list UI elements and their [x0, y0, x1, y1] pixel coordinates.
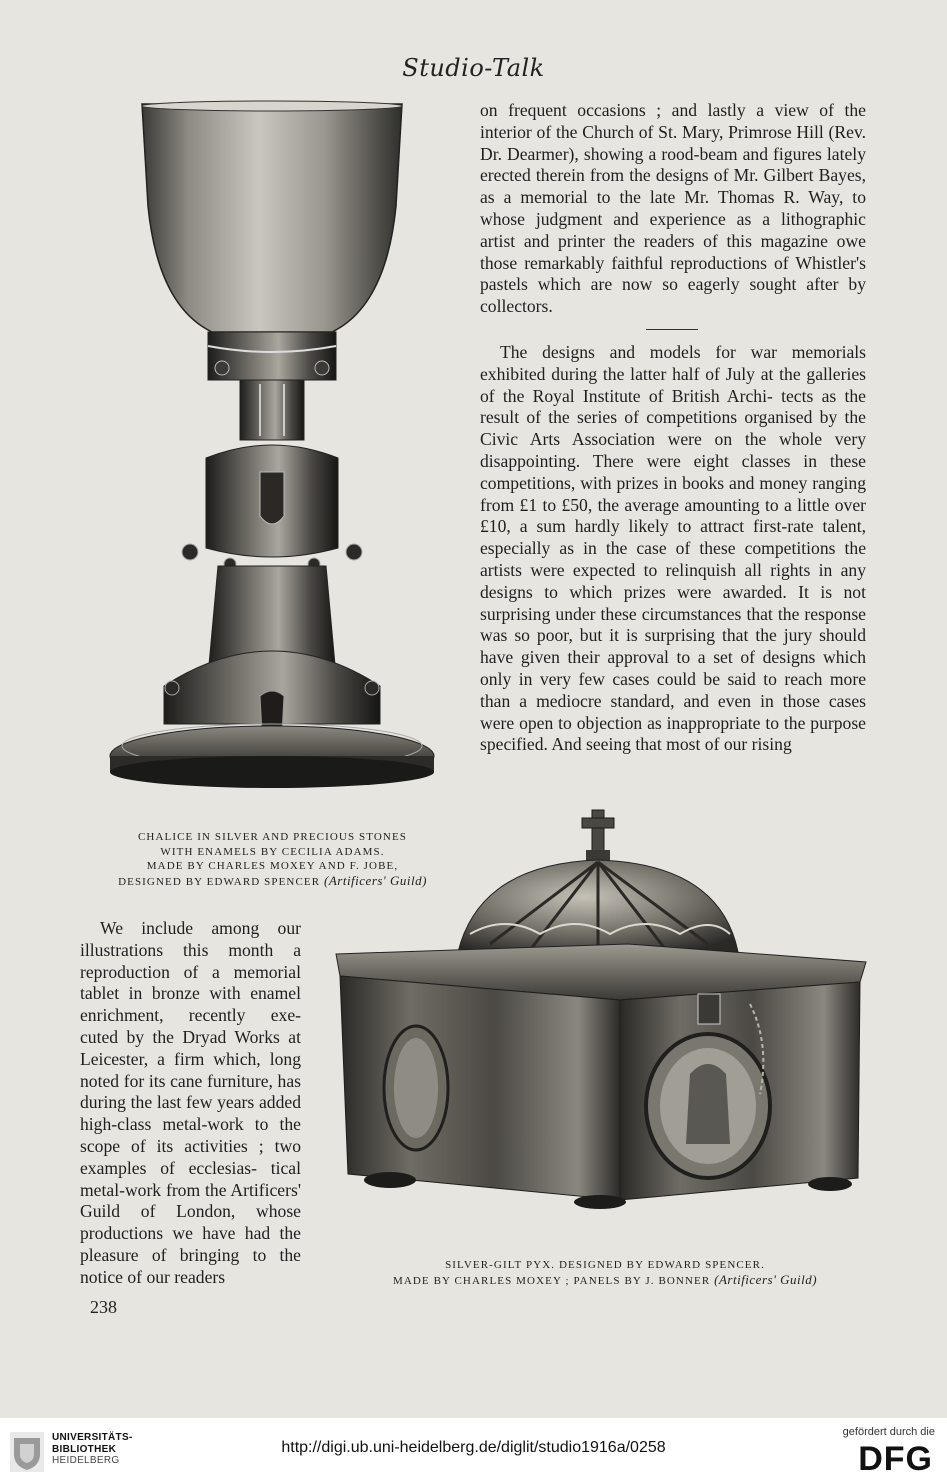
source-url-link[interactable]: http://digi.ub.uni-heidelberg.de/diglit/studio1916a/0258	[281, 1439, 666, 1456]
chalice-caption-credit: (Artificers' Guild)	[324, 872, 427, 888]
chalice-caption-line-2: WITH ENAMELS BY CECILIA ADAMS.	[160, 845, 385, 858]
pyx-caption-line-1: SILVER-GILT PYX. DESIGNED BY EDWARD SPENCER.	[445, 1259, 765, 1271]
section-rule	[646, 329, 698, 330]
pyx-caption	[335, 1258, 875, 1288]
library-name-line-3: HEIDELBERG	[52, 1455, 120, 1466]
library-name-line-2: BIBLIOTHEK	[52, 1443, 117, 1455]
library-name-line-1: UNIVERSITÄTS-	[52, 1432, 133, 1443]
right-column-paragraph-2: The designs and models for war memorials exhibited during the latter half of July at the galleries of the Royal Institute of British Archi- tects as the result of the series of competitions organised by the Civic Arts Association were on the whole very disappointing. There were eight classes in these competitions, with prizes in books and money ranging from £1 to £50, the average amounting to a little over £10, a sum hardly likely to attract first-rate talent, especially as in the case of these competitions the artists were expected to relinquish all rights in any designs to which prizes were awarded. It is not surprising under these circumstances that the response was so poor, but it is surprising that the jury should have given their approval to a set of designs which only in very few cases could be said to reach more than a mediocre standard, and even in those cases were open to objection as inappropriate to the purpose specified. And seeing that most of our rising	[480, 342, 866, 755]
pyx-photograph	[330, 804, 875, 1210]
dfg-logo: DFG	[858, 1440, 933, 1478]
chalice-photograph	[100, 96, 445, 796]
running-head: Studio-Talk	[402, 54, 545, 82]
funding-note: gefördert durch die	[842, 1426, 935, 1438]
left-column-paragraph: We include among our illustrations this month a reproduction of a memorial tablet in bronze with enamel enrichment, recently exe- cuted by the Dryad Works at Leicester, a firm which, long noted for its cane furniture, has during the last few years added high-class metal-work to the scope of its activities ; two examples of ecclesias- tical metal-work from the Artificers' Guild of London, whose productions we have had the pleasure of bringing to the notice of our readers	[80, 918, 301, 1287]
chalice-caption-line-1: CHALICE IN SILVER AND PRECIOUS STONES	[138, 831, 407, 843]
chalice-caption-line-3: MADE BY CHARLES MOXEY AND F. JOBE,	[146, 860, 399, 872]
pyx-caption-line-2: MADE BY CHARLES MOXEY ; PANELS BY J. BONNER	[392, 1274, 711, 1287]
pyx-caption-credit: (Artificers' Guild)	[714, 1271, 818, 1287]
right-column-paragraph-1: on frequent occasions ; and lastly a view of the interior of the Church of St. Mary, Primrose Hill (Rev. Dr. Dearmer), showing a rood-beam and figures lately erected therein from the designs of Mr. Gilbert Bayes, as a memorial to the late Mr. Thomas R. Way, to whose judgment and experience as a lithographic artist and printer the readers of this magazine owe those remarkably faithful reproductions of Whistler's pastels which are now so eagerly sought after by collectors.	[480, 100, 866, 317]
chalice-caption-line-4: DESIGNED BY EDWARD SPENCER	[118, 875, 321, 888]
digitization-footer	[0, 1418, 947, 1482]
page-number: 238	[90, 1297, 117, 1317]
